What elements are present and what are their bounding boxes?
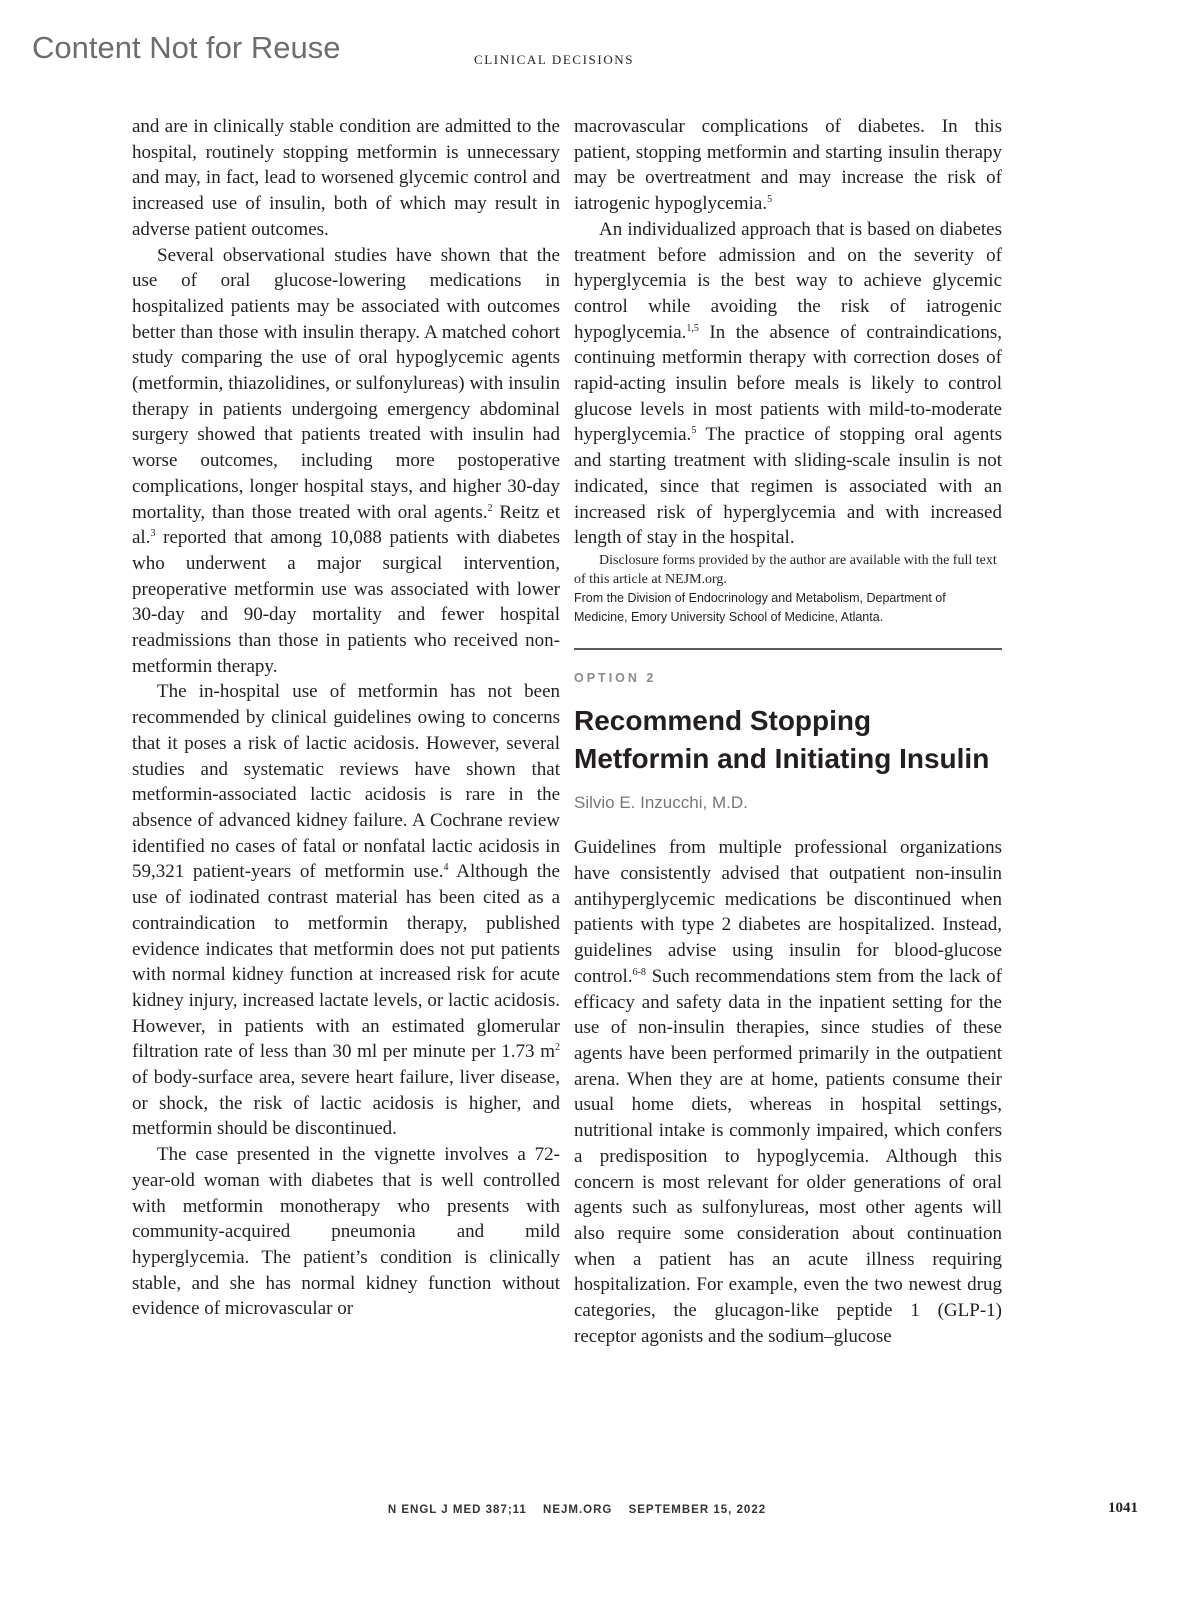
page-footer (0, 1504, 1154, 1516)
author-affiliation: From the Division of Endocrinology and Metabolism, Department of Medicine, Emory University School of Medicine, Atlanta. (574, 590, 946, 624)
text-span: The practice of stopping oral agents and starting treatment with sliding-scale insulin is not indicated, since that regimen is associated with an increased risk of hyperglycemia and with increased length of stay in the hospital. (574, 424, 1002, 549)
text-span: of body-surface area, severe heart failure, liver disease, or shock, the risk of lactic acidosis is higher, and metformin should be discontinued. (132, 1067, 560, 1140)
body-paragraph: The case presented in the vignette involves a 72-year-old woman with diabetes that is well controlled with metformin monotherapy who presents with community-acquired pneumonia and mild hyperglycemia. The patient’s condition is clinically stable, and she has normal kidney function without evidence of microvascular or (132, 1144, 560, 1320)
reference-superscript: 3 (150, 528, 156, 540)
text-span: Such recommendations stem from the lack of efficacy and safety data in the inpatient setting for the use of non-insulin therapies, since studies of these agents have been performed primarily in the outpatient arena. When they are at home, patients consume their usual home diets, whereas in hospital settings, nutritional intake is commonly impaired, which confers a predisposition to hypoglycemia. Although this concern is most relevant for older generations of oral agents such as sulfonylureas, most other agents will also require some consideration about continuation when a patient has an acute illness requiring hospitalization. For example, even the two newest drug categories, the glucagon-like peptide 1 (GLP-1) receptor agonists and the sodium–glucose (574, 965, 1002, 1347)
left-column (132, 114, 560, 1322)
reference-superscript: 5 (767, 194, 773, 206)
reference-superscript: 2 (487, 502, 493, 514)
journal-citation: N ENGL J MED 387;11 (387, 1504, 527, 1516)
body-paragraph (132, 679, 560, 1142)
body-paragraph: and are in clinically stable condition are admitted to the hospital, routinely stopping metformin is unnecessary and may, in fact, lead to worsened glycemic control and increased use of insulin, both of which may result in adverse patient outcomes. (132, 116, 560, 240)
text-span: macrovascular complications of diabetes. In this patient, stopping metformin and starting insulin therapy may be overtreatment and may increase the risk of iatrogenic hypoglycemia. (574, 116, 1002, 215)
body-paragraph (132, 243, 560, 680)
option-title: Recommend Stopping Metformin and Initiating Insulin (574, 704, 990, 774)
reference-superscript: 1,5 (686, 322, 699, 334)
reference-superscript: 5 (691, 425, 697, 437)
reference-superscript: 4 (443, 862, 449, 874)
journal-site: NEJM.ORG (543, 1504, 613, 1516)
reference-superscript: 6-8 (632, 966, 646, 978)
text-span: The in-hospital use of metformin has not been recommended by clinical guidelines owing to concerns that it poses a risk of lactic acidosis. However, several studies and systematic reviews have shown that metformin-associated lactic acidosis is rare in the absence of advanced kidney failure. A Cochrane review identified no cases of fatal or nonfatal lactic acidosis in 59,321 patient-years of metformin use. (132, 681, 560, 883)
right-column (574, 114, 1002, 1349)
unit-superscript: 2 (555, 1042, 560, 1054)
text-span: In the absence of contraindications, continuing metformin therapy with correction doses of rapid-acting insulin before meals is likely to control glucose levels in most patients with mild-to-moderate hyperglycemia. (574, 321, 1002, 446)
body-paragraph (574, 835, 1002, 1349)
disclosure-note: Disclosure forms provided by the author are available with the full text of this article at NEJM.org. (574, 552, 997, 587)
issue-date: SEPTEMBER 15, 2022 (628, 1504, 767, 1516)
running-head: CLINICAL DECISIONS (474, 52, 635, 67)
text-span: Although the use of iodinated contrast material has been cited as a contraindication to metformin therapy, published evidence indicates that metformin does not put patients with normal kidney function at increased risk for acute kidney injury, increased lactate levels, or lactic acidosis. However, in patients with an estimated glomerular filtration rate of less than 30 ml per minute per 1.73 m (132, 861, 560, 1063)
page-number: 1041 (1108, 1500, 1138, 1516)
body-paragraph (574, 114, 1002, 217)
watermark: Content Not for Reuse (32, 30, 341, 65)
body-paragraph (574, 217, 1002, 551)
text-span: Several observational studies have shown that the use of oral glucose-lowering medications in hospitalized patients may be associated with outcomes better than those with insulin therapy. A matched cohort study comparing the use of oral hypoglycemic agents (metformin, thiazolidines, or sulfonylureas) with insulin therapy in patients undergoing emergency abdominal surgery showed that patients treated with insulin had worse outcomes, including more postoperative complications, longer hospital stays, and higher 30-day mortality, than those treated with oral agents. (132, 244, 560, 523)
text-span: Guidelines from multiple professional organizations have consistently advised that outpatient non-insulin antihyperglycemic medications be discontinued when patients with type 2 diabetes are hospitalized. Instead, guidelines advise using insulin for blood-glucose control. (574, 837, 1002, 987)
text-span: Reitz et al. (132, 501, 561, 549)
author-byline: Silvio E. Inzucchi, M.D. (574, 792, 748, 812)
text-span: An individualized approach that is based on diabetes treatment before admission and on the severity of hyperglycemia is the best way to achieve glycemic control while avoiding the risk of iatrogenic hypoglycemia. (574, 218, 1002, 343)
option-label: OPTION 2 (574, 670, 657, 685)
text-span: reported that among 10,088 patients with diabetes who underwent a major surgical intervention, preoperative metformin use was associated with lower 30-day and 90-day mortality and fewer hospital readmissions than those in patients who received non-metformin therapy. (132, 527, 560, 677)
section-divider (574, 648, 1002, 650)
